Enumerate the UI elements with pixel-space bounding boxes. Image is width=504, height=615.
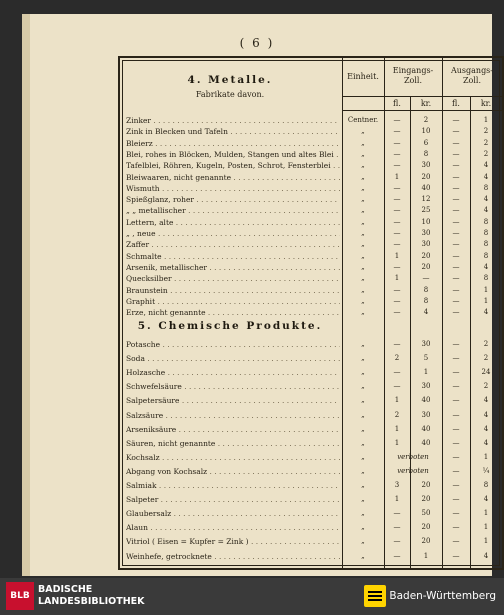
- row-unit: „: [361, 229, 365, 237]
- row-unit: „: [361, 240, 365, 249]
- row-name: Zaffer . . .: [126, 240, 340, 249]
- row-in-fl: —: [393, 217, 401, 226]
- row-in-kr: 30: [421, 240, 431, 249]
- row-unit: „: [361, 138, 365, 147]
- row-unit: „: [361, 382, 365, 391]
- row-unit: „: [361, 396, 365, 405]
- row-name: Salmiak . . .: [126, 481, 340, 490]
- blb-logo: BLB: [6, 582, 34, 610]
- section-4-subtitle: Fabrikate davon.: [195, 90, 265, 99]
- row-out-kr: 1: [483, 537, 489, 546]
- row-in-kr: 30: [421, 229, 431, 237]
- row-unit: „: [361, 285, 365, 294]
- row-out-kr: 8: [483, 183, 489, 192]
- row-out-fl: —: [452, 382, 460, 391]
- tariff-table: [118, 56, 504, 570]
- row-name: Bleierz . . .: [126, 139, 340, 148]
- row-unit: „: [361, 368, 365, 377]
- row-out-kr: 1: [483, 523, 489, 532]
- row-unit: „: [361, 262, 365, 271]
- row-out-kr: 8: [483, 229, 489, 237]
- row-out-kr: 2: [483, 127, 489, 136]
- row-out-fl: —: [452, 138, 460, 147]
- row-out-fl: —: [452, 410, 460, 419]
- row-in-fl: 1: [394, 172, 400, 181]
- row-unit: „: [361, 438, 365, 447]
- row-unit: „: [361, 551, 365, 560]
- row-in-kr: 30: [421, 410, 431, 419]
- row-name: Tafelblei, Röhren, Kugeln, Posten, Schrot, Fensterblei . . .: [126, 161, 340, 170]
- row-in-kr: —: [422, 274, 430, 283]
- row-out-fl: —: [452, 368, 460, 377]
- row-in-kr: 10: [421, 217, 431, 226]
- row-in-fl: —: [393, 127, 401, 136]
- row-name: Arsenik, metallischer . . .: [126, 263, 340, 272]
- row-in-kr: 20: [421, 481, 431, 489]
- row-in-fl: 1: [394, 495, 400, 504]
- row-in-fl: —: [393, 262, 401, 271]
- row-name: Weinhefe, getrocknete . . .: [126, 552, 340, 561]
- row-unit: „: [361, 127, 365, 136]
- row-unit: „: [361, 410, 365, 419]
- row-unit: „: [361, 195, 365, 204]
- row-out-kr: 4: [483, 172, 489, 181]
- row-out-fl: —: [452, 523, 460, 532]
- library-line-2: LANDESBIBLIOTHEK: [38, 596, 145, 607]
- row-in-kr: 20: [421, 262, 431, 271]
- row-out-kr: 4: [483, 424, 489, 433]
- row-out-fl: —: [452, 217, 460, 226]
- row-in-kr: 5: [423, 354, 429, 363]
- row-in-fl: 2: [394, 410, 400, 419]
- header-in-fl: fl.: [393, 99, 401, 108]
- row-in-kr: 40: [421, 424, 431, 433]
- row-out-kr: 4: [483, 308, 489, 317]
- row-out-fl: —: [452, 495, 460, 504]
- row-in-fl: —: [393, 308, 401, 317]
- row-out-kr: 8: [483, 240, 489, 249]
- row-unit: „: [361, 481, 365, 489]
- row-name: Spießglanz, roher . . .: [126, 195, 340, 204]
- row-out-kr: 2: [483, 149, 489, 158]
- row-in-fl: 3: [394, 481, 400, 489]
- footer-bar: [0, 578, 504, 615]
- row-name: Arseniksäure . . .: [126, 425, 340, 434]
- row-name: Potasche . . .: [126, 340, 340, 349]
- row-name: Lettern, alte . . .: [126, 218, 340, 227]
- row-unit: „: [361, 251, 365, 260]
- row-out-fl: —: [452, 396, 460, 405]
- row-in-kr: 25: [421, 206, 431, 215]
- row-unit: „: [361, 537, 365, 546]
- row-in-kr: 1: [423, 368, 429, 377]
- row-in-fl: 1: [394, 274, 400, 283]
- row-out-kr: 2: [483, 138, 489, 147]
- row-out-kr: 4: [483, 396, 489, 405]
- row-out-kr: 1: [483, 116, 489, 124]
- row-name: Glaubersalz . . .: [126, 509, 340, 518]
- row-unit: „: [361, 495, 365, 504]
- row-in-kr: 1: [423, 551, 429, 560]
- row-name: Braunstein . . .: [126, 286, 340, 295]
- row-out-kr: 1: [483, 509, 489, 518]
- row-out-kr: 4: [483, 438, 489, 447]
- row-unit: „: [361, 466, 365, 475]
- row-out-fl: —: [452, 195, 460, 204]
- row-unit: „: [361, 206, 365, 215]
- row-out-kr: 2: [483, 354, 489, 363]
- row-unit: „: [361, 217, 365, 226]
- state-name: Baden-Württemberg: [389, 590, 496, 602]
- row-name: Säuren, nicht genannte . . .: [126, 439, 340, 448]
- row-name: „ „ metallischer . . .: [126, 206, 340, 215]
- header-out-fl: fl.: [452, 99, 460, 108]
- row-in-fl: —: [393, 116, 401, 124]
- row-in-fl: 1: [394, 438, 400, 447]
- row-in-fl: 2: [394, 354, 400, 363]
- row-in-kr: 8: [423, 149, 429, 158]
- row-unit: „: [361, 424, 365, 433]
- row-name: Salzsäure . . .: [126, 411, 340, 420]
- row-in-kr: 6: [423, 138, 429, 147]
- row-name: Alaun . . .: [126, 523, 340, 532]
- page-gutter: [22, 14, 30, 576]
- row-unit: „: [361, 149, 365, 158]
- row-out-fl: —: [452, 240, 460, 249]
- row-out-kr: 8: [483, 217, 489, 226]
- row-unit: „: [361, 354, 365, 363]
- row-name: „ , neue . . .: [126, 229, 340, 238]
- row-out-kr: 8: [483, 481, 489, 489]
- section-5-title: 5. Chemische Produkte.: [137, 320, 323, 332]
- page-number: ( 6 ): [239, 36, 275, 50]
- row-out-kr: 24: [481, 368, 491, 377]
- row-unit: Centner.: [347, 116, 379, 124]
- row-out-kr: 8: [483, 274, 489, 283]
- row-name: Schmalte . . .: [126, 252, 340, 261]
- row-out-kr: 4: [483, 495, 489, 504]
- row-in-fl: —: [393, 240, 401, 249]
- row-unit: „: [361, 183, 365, 192]
- row-name: Wismuth . . .: [126, 184, 340, 193]
- row-in-fl: —: [393, 340, 401, 348]
- row-out-kr: 1: [483, 285, 489, 294]
- row-out-kr: 4: [483, 551, 489, 560]
- row-out-fl: —: [452, 172, 460, 181]
- row-in-kr: 20: [421, 495, 431, 504]
- row-name: Salpetersäure . . .: [126, 396, 340, 405]
- row-in-kr: 50: [421, 509, 431, 518]
- row-name: Erze, nicht genannte . . .: [126, 308, 340, 317]
- row-in-kr: 40: [421, 183, 431, 192]
- row-in-fl: —: [393, 229, 401, 237]
- row-in-fl: —: [393, 206, 401, 215]
- row-in-fl: 1: [394, 424, 400, 433]
- row-in-kr: 20: [421, 172, 431, 181]
- row-out-fl: —: [452, 206, 460, 215]
- row-unit: „: [361, 523, 365, 532]
- row-in-kr: 30: [421, 340, 431, 348]
- row-unit: „: [361, 340, 365, 348]
- header-ausgangs: Ausgangs-Zoll.: [450, 66, 493, 85]
- row-out-fl: —: [452, 285, 460, 294]
- row-out-fl: —: [452, 438, 460, 447]
- row-in-kr: 8: [423, 296, 429, 305]
- row-in-fl: —: [393, 138, 401, 147]
- row-out-kr: 4: [483, 410, 489, 419]
- row-in-fl: —: [393, 523, 401, 532]
- row-in-kr: 2: [423, 116, 429, 124]
- row-out-fl: —: [452, 424, 460, 433]
- row-out-fl: —: [452, 308, 460, 317]
- row-unit: „: [361, 161, 365, 170]
- row-in-fl: —: [393, 368, 401, 377]
- row-unit: „: [361, 296, 365, 305]
- row-name: Soda . . .: [126, 354, 340, 363]
- row-out-fl: —: [452, 161, 460, 170]
- row-in-kr: 40: [421, 396, 431, 405]
- row-out-kr: 2: [483, 340, 489, 348]
- row-out-fl: —: [452, 537, 460, 546]
- document-page: [22, 14, 492, 576]
- row-in-fl: —: [393, 195, 401, 204]
- row-in-kr: 20: [421, 523, 431, 532]
- header-out-kr: kr.: [480, 99, 492, 108]
- row-in-kr: 12: [421, 195, 431, 204]
- header-einheit: Einheit.: [347, 72, 379, 81]
- row-in-fl: —: [393, 382, 401, 391]
- row-out-fl: —: [452, 251, 460, 260]
- row-out-kr: 4: [483, 206, 489, 215]
- header-line-1: [342, 96, 502, 97]
- library-name: [38, 584, 145, 608]
- state-crest-icon: [364, 585, 386, 607]
- row-in-kr: 10: [421, 127, 431, 136]
- row-out-fl: —: [452, 481, 460, 489]
- row-name: Kochsalz . . .: [126, 453, 340, 462]
- row-name: Holzasche . . .: [126, 368, 340, 377]
- row-in-kr: 30: [421, 382, 431, 391]
- row-in-fl: —: [393, 183, 401, 192]
- row-unit: „: [361, 274, 365, 283]
- row-out-fl: —: [452, 551, 460, 560]
- row-out-fl: —: [452, 149, 460, 158]
- row-out-fl: —: [452, 466, 460, 475]
- row-unit: „: [361, 308, 365, 317]
- row-out-kr: 1: [483, 296, 489, 305]
- row-in-kr: 40: [421, 438, 431, 447]
- row-name: Abgang von Kochsalz . . .: [126, 467, 340, 476]
- row-in-fl: —: [393, 551, 401, 560]
- row-out-kr: 4: [483, 195, 489, 204]
- row-out-fl: —: [452, 274, 460, 283]
- row-unit: „: [361, 452, 365, 461]
- row-in-fl: —: [393, 509, 401, 518]
- row-name: Schwefelsäure . . .: [126, 382, 340, 391]
- row-name: Zink in Blecken und Tafeln . . .: [126, 127, 340, 136]
- row-in-fl: —: [393, 161, 401, 170]
- row-out-kr: 4: [483, 161, 489, 170]
- section-4-title: 4. Metalle.: [187, 74, 273, 86]
- row-in-fl: —: [393, 296, 401, 305]
- row-in-fl: —: [393, 149, 401, 158]
- row-name: Vitriol ( Eisen = Kupfer = Zink ) . . .: [126, 537, 340, 546]
- row-in-fl: verboten: [397, 466, 429, 475]
- row-out-fl: —: [452, 183, 460, 192]
- row-in-kr: 30: [421, 161, 431, 170]
- row-out-kr: 2: [483, 382, 489, 391]
- row-out-fl: —: [452, 296, 460, 305]
- row-in-kr: 8: [423, 285, 429, 294]
- row-unit: „: [361, 509, 365, 518]
- row-out-fl: —: [452, 127, 460, 136]
- row-out-fl: —: [452, 262, 460, 271]
- row-unit: „: [361, 172, 365, 181]
- library-line-1: BADISCHE: [38, 584, 93, 595]
- row-name: Blei, rohes in Blöcken, Mulden, Stangen und altes Blei . . .: [126, 150, 340, 159]
- row-out-fl: —: [452, 340, 460, 348]
- row-name: Salpeter . . .: [126, 495, 340, 504]
- row-out-kr: ¼: [482, 466, 490, 475]
- row-in-fl: verboten: [397, 452, 429, 461]
- row-out-fl: —: [452, 452, 460, 461]
- row-in-fl: —: [393, 285, 401, 294]
- row-name: Quecksilber . . .: [126, 274, 340, 283]
- row-out-fl: —: [452, 116, 460, 124]
- row-name: Bleiwaaren, nicht genannte . . .: [126, 173, 340, 182]
- row-in-fl: —: [393, 537, 401, 546]
- row-in-kr: 20: [421, 251, 431, 260]
- row-in-fl: 1: [394, 251, 400, 260]
- row-out-kr: 1: [483, 452, 489, 461]
- row-out-kr: 4: [483, 262, 489, 271]
- row-out-fl: —: [452, 354, 460, 363]
- row-in-kr: 20: [421, 537, 431, 546]
- row-in-kr: 4: [423, 308, 429, 317]
- row-in-fl: 1: [394, 396, 400, 405]
- header-line-2: [342, 110, 502, 111]
- row-name: Graphit . . .: [126, 297, 340, 306]
- row-out-kr: 8: [483, 251, 489, 260]
- row-name: Zinker . . .: [126, 116, 340, 125]
- row-out-fl: —: [452, 509, 460, 518]
- header-in-kr: kr.: [420, 99, 432, 108]
- header-eingangs: Eingangs-Zoll.: [392, 66, 434, 85]
- row-out-fl: —: [452, 229, 460, 237]
